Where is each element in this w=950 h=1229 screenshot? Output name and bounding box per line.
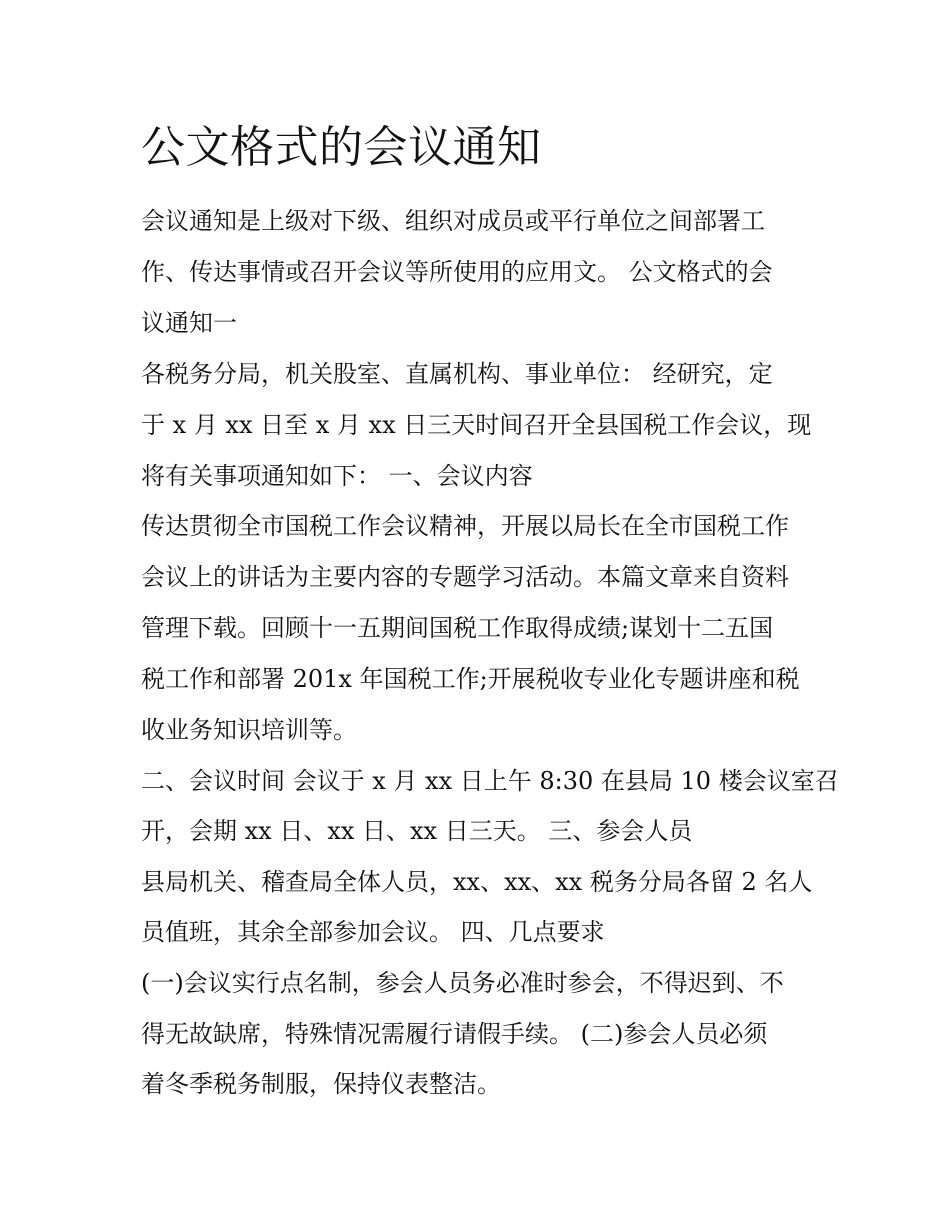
body-line-6: 将有关事项通知如下： 一、会议内容 <box>141 462 533 490</box>
body-line-12: 二、会议时间 会议于 x 月 xx 日上午 8:30 在县局 10 楼会议室召 <box>141 767 839 795</box>
body-line-15: 员值班，其余全部参加会议。 四、几点要求 <box>141 918 605 946</box>
body-line-9: 管理下载。回顾十一五期间国税工作取得成绩;谋划十二五国 <box>141 614 774 642</box>
body-line-14: 县局机关、稽查局全体人员，xx、xx、xx 税务分局各留 2 名人 <box>141 868 813 896</box>
body-line-17: 得无故缺席，特殊情况需履行请假手续。 (二)参会人员必须 <box>141 1020 768 1048</box>
body-line-1: 会议通知是上级对下级、组织对成员或平行单位之间部署工 <box>141 207 765 235</box>
body-line-4: 各税务分局，机关股室、直属机构、事业单位： 经研究，定 <box>141 360 773 388</box>
body-line-11: 收业务知识培训等。 <box>141 716 357 744</box>
body-line-13: 开，会期 xx 日、xx 日、xx 日三天。 三、参会人员 <box>141 817 693 845</box>
body-line-8: 会议上的讲话为主要内容的专题学习活动。本篇文章来自资料 <box>141 563 789 591</box>
document-title: 公文格式的会议通知 <box>141 122 542 173</box>
body-line-5: 于 x 月 xx 日至 x 月 xx 日三天时间召开全县国税工作会议，现 <box>141 411 812 439</box>
body-line-18: 着冬季税务制服，保持仪表整洁。 <box>141 1070 501 1098</box>
body-line-3: 议通知一 <box>141 309 237 337</box>
body-line-16: (一)会议实行点名制，参会人员务必准时参会，不得迟到、不 <box>141 969 784 997</box>
body-line-7: 传达贯彻全市国税工作会议精神，开展以局长在全市国税工作 <box>141 512 789 540</box>
body-line-2: 作、传达事情或召开会议等所使用的应用文。 公文格式的会 <box>141 258 773 286</box>
body-line-10: 税工作和部署 201x 年国税工作;开展税收专业化专题讲座和税 <box>141 665 800 693</box>
